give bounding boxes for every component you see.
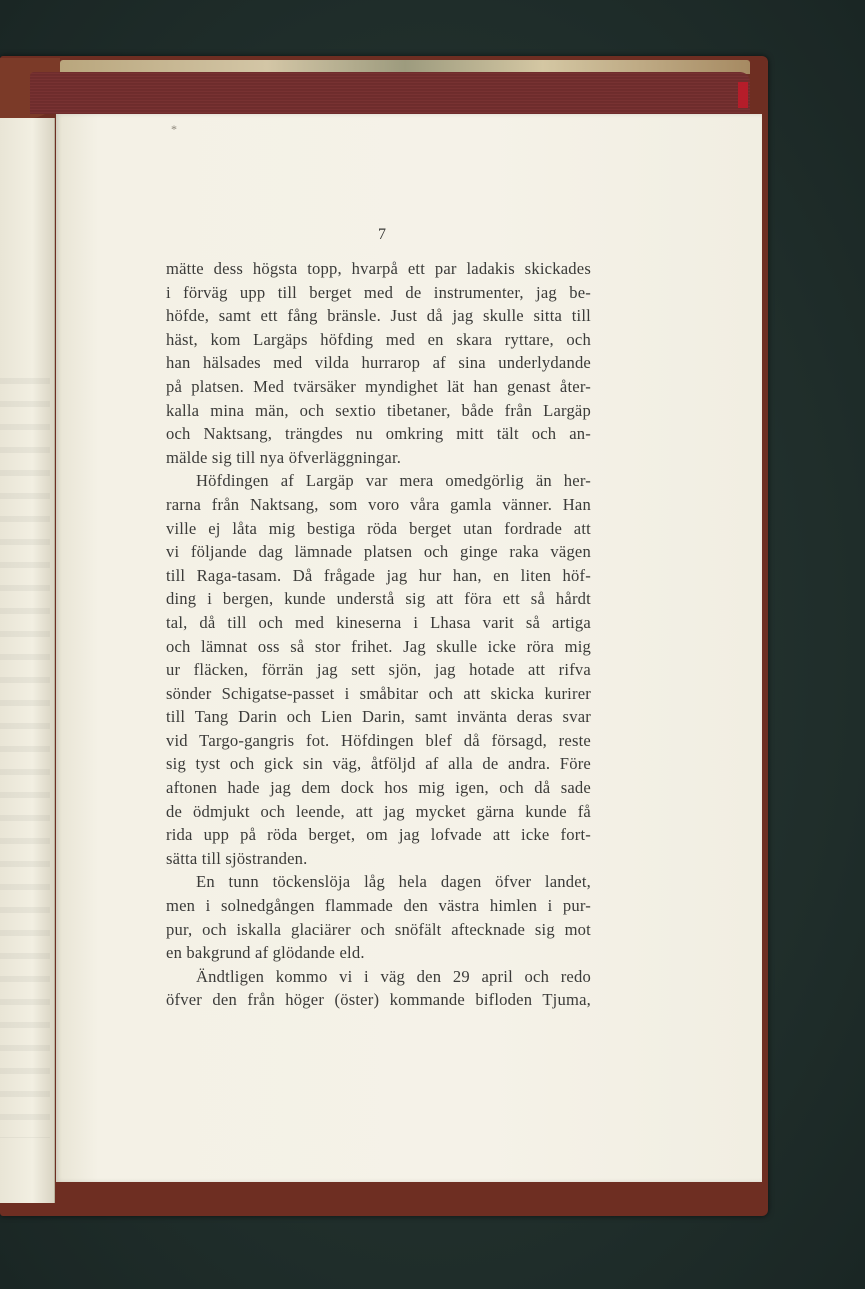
left-page-show-through [0, 378, 50, 1138]
paragraph-start-line: Ändtligen kommo vi i väg den 29 april och redo [196, 966, 591, 986]
text-line: mälde sig till nya öfverläggningar. [166, 447, 402, 467]
body-text [166, 257, 591, 1012]
page-number: 7 [378, 226, 386, 243]
text-line: på platsen. Med tvärsäker myndighet lät han genast åter- [166, 376, 591, 396]
text-line: och lämnat oss så stor frihet. Jag skulle icke röra mig [166, 636, 591, 656]
text-line: öfver den från höger (öster) kommande bifloden Tjuma, [166, 990, 591, 1010]
text-line: ur fläcken, förrän jag sett sjön, jag hotade att rifva [166, 660, 591, 680]
text-line: till Tang Darin och Lien Darin, samt invänta deras svar [166, 707, 591, 727]
page-speck: * [171, 122, 177, 136]
text-line: häst, kom Largäps höfding med en skara ryttare, och [166, 329, 591, 349]
text-line: ville ej låta mig bestiga röda berget utan fordrade att [166, 518, 591, 538]
text-line: rarna från Naktsang, som voro våra gamla vänner. Han [166, 494, 591, 514]
text-line: sönder Schigatse-passet i småbitar och att skicka kurirer [166, 683, 591, 703]
text-line: en bakgrund af glödande eld. [166, 943, 365, 963]
text-line: mätte dess högsta topp, hvarpå ett par ladakis skickades [166, 259, 591, 278]
text-line: pur, och iskalla glaciärer och snöfält aftecknade sig mot [166, 919, 591, 939]
right-page [56, 114, 762, 1182]
text-line: kalla mina män, och sextio tibetaner, både från Largäp [166, 400, 591, 420]
text-line: till Raga-tasam. Då frågade jag hur han, en liten höf- [166, 565, 591, 585]
text-line: vi följande dag lämnade platsen och ginge raka vägen [166, 542, 591, 562]
page-block-edge [30, 72, 750, 114]
text-line: i förväg upp till berget med de instrumenter, jag be- [166, 282, 591, 302]
text-line: rida upp på röda berget, om jag lofvade att icke fort- [166, 825, 591, 845]
paragraph-start-line: Höfdingen af Largäp var mera omedgörlig än her- [196, 471, 591, 491]
text-line: aftonen hade jag dem dock hos mig igen, och då sade [166, 778, 591, 798]
left-page [0, 118, 55, 1203]
text-line: sig tyst och gick sin väg, åtföljd af alla de andra. Före [166, 754, 591, 774]
paragraph-start-line: En tunn töckenslöja låg hela dagen öfver landet, [196, 872, 591, 892]
text-line: tal, då till och med kineserna i Lhasa varit så artiga [166, 612, 591, 632]
text-line: de ödmjukt och leende, att jag mycket gärna kunde få [166, 801, 591, 821]
text-line: han hälsades med vilda hurrarop af sina underlydande [166, 353, 591, 373]
text-line: sätta till sjöstranden. [166, 848, 308, 868]
text-line: höfde, samt ett fång bränsle. Just då jag skulle sitta till [166, 306, 591, 326]
text-line: men i solnedgången flammade den västra himlen i pur- [166, 896, 591, 916]
text-line: och Naktsang, trängdes nu omkring mitt tält och an- [166, 424, 591, 444]
bookmark-ribbon [738, 82, 748, 108]
text-line: ding i bergen, kunde understå sig att föra ett så hårdt [166, 589, 591, 609]
text-line: vid Targo-gangris fot. Höfdingen blef då försagd, reste [166, 730, 591, 750]
